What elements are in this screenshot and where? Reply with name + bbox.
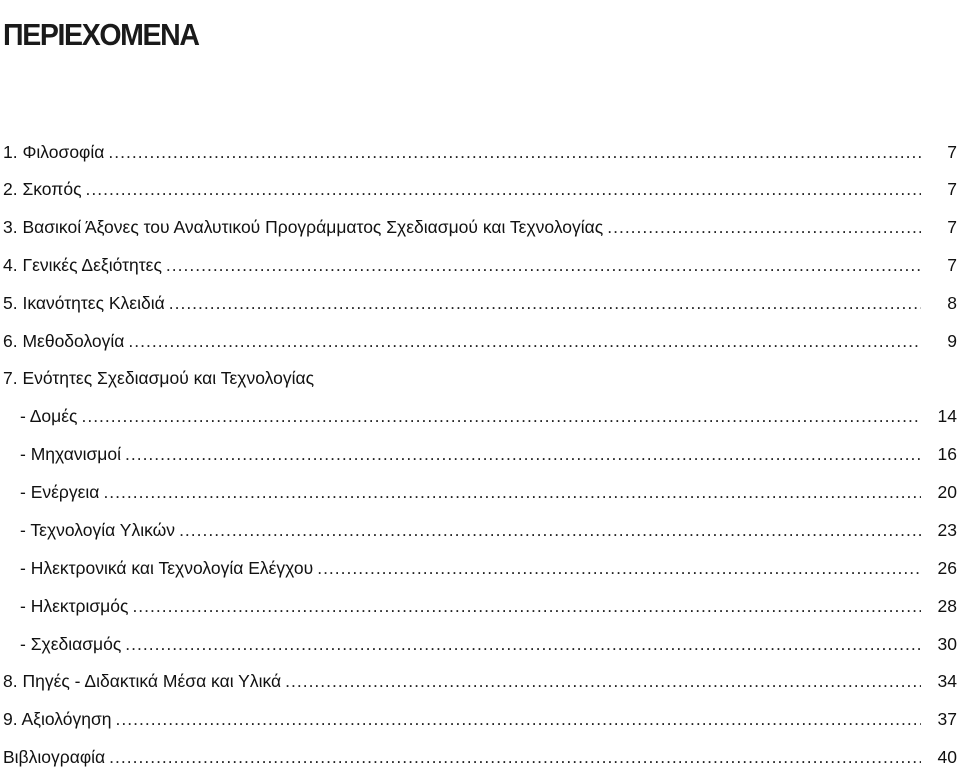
toc-entry-title: 6. Μεθοδολογία [3, 331, 125, 351]
toc-entry-title: 9. Αξιολόγηση [3, 709, 112, 729]
toc-entry[interactable] [3, 669, 960, 693]
toc-entry-title: 5. Ικανότητες Κλειδιά [3, 293, 165, 313]
dot-leader [179, 518, 921, 542]
dot-leader [166, 253, 921, 277]
toc-subentry[interactable] [20, 632, 960, 656]
toc-entry[interactable] [3, 745, 960, 769]
toc-entry[interactable] [3, 177, 960, 201]
toc-entry-title: Βιβλιογραφία [3, 747, 106, 767]
toc-entry[interactable] [3, 215, 960, 239]
toc-entry-page: 9 [947, 331, 957, 351]
toc-entry[interactable] [3, 140, 960, 164]
toc-entry-page: 20 [937, 482, 957, 502]
dot-leader [125, 442, 921, 466]
toc-entry-title: 8. Πηγές - Διδακτικά Μέσα και Υλικά [3, 671, 282, 691]
toc-entry-title: - Σχεδιασμός [20, 634, 122, 654]
dot-leader [108, 140, 921, 164]
toc-subentry[interactable] [20, 594, 960, 618]
dot-leader [103, 480, 921, 504]
toc-entry-title: - Τεχνολογία Υλικών [20, 520, 176, 540]
toc-entry-page: 28 [937, 596, 957, 616]
dot-leader [132, 594, 921, 618]
toc-entry-title: 1. Φιλοσοφία [3, 142, 105, 162]
toc-entry-page: 34 [937, 671, 957, 691]
toc-entry-title: - Ηλεκτρονικά και Τεχνολογία Ελέγχου [20, 558, 314, 578]
toc-entry-title: 4. Γενικές Δεξιότητες [3, 255, 162, 275]
dot-leader [285, 669, 921, 693]
dot-leader [81, 404, 921, 428]
toc-subentry[interactable] [20, 404, 960, 428]
dot-leader [86, 177, 921, 201]
dot-leader [607, 215, 921, 239]
toc-entry-page: 26 [937, 558, 957, 578]
toc-entry-page: 40 [937, 747, 957, 767]
dot-leader [317, 556, 921, 580]
toc-entry-page: 7 [947, 179, 957, 199]
toc-subentry[interactable] [20, 480, 960, 504]
toc-entry[interactable] [3, 707, 960, 731]
toc-entry-page: 7 [947, 217, 957, 237]
toc-entry[interactable] [3, 291, 960, 315]
toc-entry-title: - Ηλεκτρισμός [20, 596, 129, 616]
toc-entry-page: 14 [937, 406, 957, 426]
toc-entry-page: 16 [937, 444, 957, 464]
dot-leader [169, 291, 921, 315]
toc-entry-title: - Δομές [20, 406, 78, 426]
toc-entry-title: 3. Βασικοί Άξονες του Αναλυτικού Προγράμματος Σχεδιασμού και Τεχνολογίας [3, 217, 604, 237]
toc-entry[interactable] [3, 329, 960, 353]
page-title: ΠΕΡΙΕΧΟΜΕΝΑ [3, 16, 199, 52]
dot-leader [125, 632, 921, 656]
toc-entry-title: - Ενέργεια [20, 482, 100, 502]
toc-subentry[interactable] [20, 442, 960, 466]
dot-leader [128, 329, 921, 353]
toc-entry-page: 37 [937, 709, 957, 729]
toc-subentry[interactable] [20, 518, 960, 542]
toc-entry-page: 7 [947, 255, 957, 275]
dot-leader [116, 707, 921, 731]
toc-subentry[interactable] [20, 556, 960, 580]
toc-section-heading[interactable] [3, 366, 960, 390]
toc-entry-page: 8 [947, 293, 957, 313]
toc-entry-page: 23 [937, 520, 957, 540]
toc-entry-page: 30 [937, 634, 957, 654]
toc-entry-title: - Μηχανισμοί [20, 444, 121, 464]
toc-entry-title: 7. Ενότητες Σχεδιασμού και Τεχνολογίας [3, 368, 315, 388]
toc-entry[interactable] [3, 253, 960, 277]
toc-entry-title: 2. Σκοπός [3, 179, 82, 199]
dot-leader [109, 745, 921, 769]
toc-entry-page: 7 [947, 142, 957, 162]
